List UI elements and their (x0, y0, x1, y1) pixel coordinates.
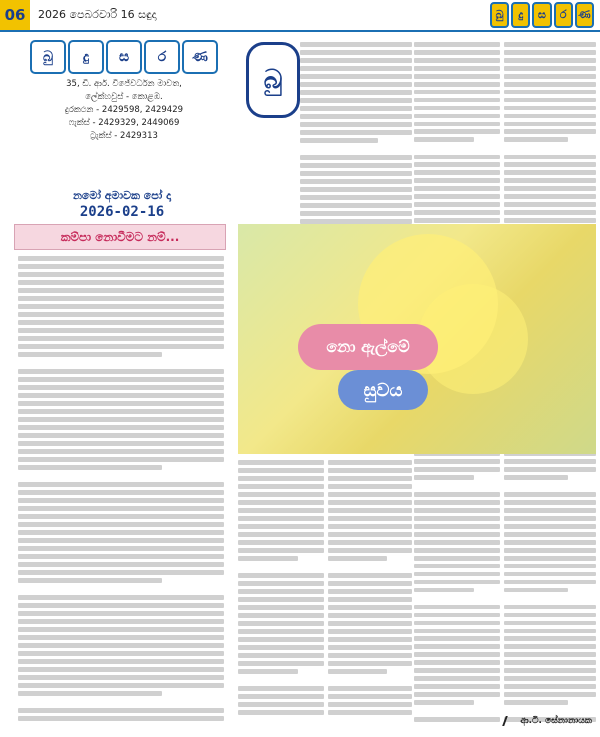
text-line (238, 597, 324, 602)
text-line (18, 409, 224, 414)
text-line (328, 540, 412, 545)
text-line (238, 484, 324, 489)
text-line (328, 508, 412, 513)
text-line (414, 467, 500, 472)
text-line (504, 170, 596, 175)
text-line (504, 58, 596, 63)
text-line (328, 629, 412, 634)
text-line (504, 668, 596, 673)
text-line (18, 465, 162, 470)
text-line (328, 516, 412, 521)
text-line (238, 516, 324, 521)
masthead-char: බු (30, 40, 66, 74)
text-line (414, 516, 500, 521)
text-line (504, 613, 596, 618)
text-line (238, 677, 324, 683)
masthead-char: ර (144, 40, 180, 74)
text-line (328, 669, 387, 674)
text-line (414, 717, 500, 722)
text-line (328, 589, 412, 594)
text-line (328, 573, 412, 578)
address-line: ලේක්හවුස් - කොළඹ. (85, 92, 163, 102)
text-line (300, 82, 412, 87)
text-line (300, 50, 412, 55)
text-line (18, 538, 224, 543)
text-line (504, 74, 596, 79)
text-line (300, 106, 412, 111)
text-line (328, 597, 412, 602)
text-line (414, 605, 500, 610)
text-line (414, 588, 474, 593)
text-line (300, 90, 412, 95)
text-line (300, 171, 412, 176)
text-line (328, 621, 412, 626)
text-line (414, 621, 500, 626)
text-line (328, 605, 412, 610)
issue-date: 2026-02-16 (79, 204, 165, 220)
text-line (504, 90, 596, 95)
article-column (328, 460, 412, 722)
publisher-address (24, 78, 224, 143)
text-line (414, 58, 500, 63)
left-column (4, 34, 234, 734)
text-line (18, 312, 224, 317)
text-line (414, 652, 500, 657)
text-line (504, 708, 596, 714)
text-line (414, 508, 500, 513)
text-line (504, 218, 596, 223)
text-line (504, 50, 596, 55)
page-number: 06 (0, 0, 30, 30)
text-line (414, 483, 500, 489)
text-line (18, 457, 224, 462)
text-line (328, 548, 412, 553)
text-line (18, 449, 224, 454)
text-line (18, 635, 224, 640)
text-line (238, 694, 324, 699)
text-line (18, 490, 224, 495)
text-line (504, 660, 596, 665)
text-line (328, 556, 387, 561)
text-line (18, 716, 224, 721)
masthead-char: ස (106, 40, 142, 74)
text-line (414, 700, 474, 705)
text-line (414, 202, 500, 207)
text-line (300, 114, 412, 119)
text-line (504, 605, 596, 610)
text-line (504, 145, 596, 151)
text-line (18, 288, 224, 293)
text-line (504, 516, 596, 521)
text-line (238, 702, 324, 707)
text-line (238, 564, 324, 570)
text-line (328, 645, 412, 650)
text-line (300, 163, 412, 168)
text-line (18, 264, 224, 269)
right-column (238, 34, 596, 734)
text-line (238, 492, 324, 497)
page-header (0, 0, 600, 32)
text-line (504, 500, 596, 505)
text-line (238, 524, 324, 529)
masthead-char: ණ (182, 40, 218, 74)
text-line (18, 506, 224, 511)
text-line (18, 611, 224, 616)
text-line (238, 476, 324, 481)
text-line (504, 524, 596, 529)
text-line (504, 178, 596, 183)
text-line (328, 476, 412, 481)
text-line (414, 129, 500, 134)
text-line (18, 360, 224, 366)
poya-name: නමෝ අමාවක පෝ දා (72, 189, 172, 202)
text-line (18, 651, 224, 656)
text-line (18, 473, 224, 479)
text-line (414, 684, 500, 689)
text-line (504, 588, 568, 593)
text-line (300, 74, 412, 79)
text-line (18, 603, 224, 608)
text-line (300, 58, 412, 63)
text-line (504, 42, 596, 47)
text-line (300, 155, 412, 160)
text-line (414, 692, 500, 697)
text-line (238, 556, 298, 561)
text-line (328, 500, 412, 505)
text-line (328, 637, 412, 642)
text-line (504, 122, 596, 127)
text-line (18, 369, 224, 374)
text-line (504, 475, 568, 480)
text-line (300, 66, 412, 71)
text-line (504, 202, 596, 207)
text-line (238, 661, 324, 666)
text-line (328, 661, 412, 666)
text-line (414, 676, 500, 681)
text-line (414, 155, 500, 160)
text-line (504, 467, 596, 472)
text-line (414, 42, 500, 47)
text-line (18, 659, 224, 664)
text-line (300, 146, 412, 152)
text-line (18, 554, 224, 559)
text-line (300, 211, 412, 216)
text-line (18, 691, 162, 696)
text-line (18, 675, 224, 680)
text-line (238, 653, 324, 658)
text-line (238, 548, 324, 553)
text-line (414, 90, 500, 95)
masthead (30, 40, 218, 74)
text-line (18, 385, 224, 390)
text-line (18, 336, 224, 341)
text-line (18, 352, 162, 357)
text-line (328, 460, 412, 465)
text-line (18, 433, 224, 438)
text-line (18, 514, 224, 519)
text-line (414, 114, 500, 119)
text-line (18, 320, 224, 325)
text-line (238, 637, 324, 642)
text-line (414, 475, 474, 480)
text-line (300, 195, 412, 200)
text-line (414, 548, 500, 553)
text-line (504, 155, 596, 160)
address-line: ට්‍රැක්ස් - 2429313 (90, 131, 158, 141)
text-line (414, 660, 500, 665)
text-line (328, 564, 412, 570)
text-line (414, 145, 500, 151)
text-line (414, 162, 500, 167)
text-line (238, 645, 324, 650)
text-line (414, 178, 500, 183)
text-line (18, 272, 224, 277)
text-line (300, 179, 412, 184)
text-line (238, 621, 324, 626)
text-line (504, 137, 568, 142)
text-line (18, 417, 224, 422)
author-name: ආ.ටී. සේනානායක (520, 716, 592, 726)
text-line (18, 377, 224, 382)
text-line (238, 589, 324, 594)
text-line (238, 460, 324, 465)
text-line (504, 162, 596, 167)
text-line (18, 498, 224, 503)
text-line (504, 106, 596, 111)
text-line (504, 596, 596, 602)
text-line (18, 328, 224, 333)
text-line (504, 483, 596, 489)
text-line (414, 194, 500, 199)
text-line (504, 629, 596, 634)
text-line (300, 130, 412, 135)
text-line (238, 710, 324, 715)
text-line (504, 129, 596, 134)
text-line (504, 210, 596, 215)
text-line (238, 573, 324, 578)
text-line (328, 613, 412, 618)
text-line (414, 218, 500, 223)
text-line (238, 686, 324, 691)
text-line (504, 548, 596, 553)
text-line (18, 570, 224, 575)
text-line (18, 401, 224, 406)
text-line (414, 572, 500, 577)
text-line (328, 581, 412, 586)
brand-char: බු (490, 2, 509, 28)
text-line (504, 540, 596, 545)
text-line (414, 613, 500, 618)
text-line (328, 702, 412, 707)
text-line (504, 492, 596, 497)
text-line (238, 629, 324, 634)
text-line (414, 708, 500, 714)
text-line (18, 586, 224, 592)
text-line (18, 530, 224, 535)
article-photo (238, 224, 596, 454)
text-line (504, 684, 596, 689)
text-line (18, 425, 224, 430)
text-line (18, 619, 224, 624)
text-line (238, 581, 324, 586)
text-line (414, 556, 500, 561)
text-line (504, 700, 568, 705)
text-line (504, 572, 596, 577)
text-line (504, 580, 596, 585)
brand-char: ර (554, 2, 573, 28)
text-line (328, 524, 412, 529)
text-line (414, 82, 500, 87)
text-line (504, 459, 596, 464)
brand-char: දු (511, 2, 530, 28)
quill-icon (503, 716, 519, 726)
text-line (504, 508, 596, 513)
text-line (414, 459, 500, 464)
text-line (18, 344, 224, 349)
text-line (414, 636, 500, 641)
text-line (328, 710, 412, 715)
text-line (504, 621, 596, 626)
text-line (18, 683, 224, 688)
text-line (504, 692, 596, 697)
text-line (504, 66, 596, 71)
text-line (18, 699, 224, 705)
text-line (414, 596, 500, 602)
text-line (504, 194, 596, 199)
text-line (504, 676, 596, 681)
article-subtitle: සුවය (338, 370, 428, 410)
text-line (18, 595, 224, 600)
text-line (414, 668, 500, 673)
text-line (300, 42, 412, 47)
text-line (18, 667, 224, 672)
text-line (18, 441, 224, 446)
text-line (504, 564, 596, 569)
header-brand (490, 2, 594, 28)
text-line (238, 540, 324, 545)
text-line (18, 482, 224, 487)
brand-char: ණ (575, 2, 594, 28)
text-line (414, 50, 500, 55)
text-line (414, 170, 500, 175)
article-column (238, 460, 324, 722)
text-line (18, 256, 224, 261)
text-line (18, 708, 224, 713)
drop-cap: බු (246, 42, 300, 118)
text-line (238, 669, 298, 674)
text-line (414, 540, 500, 545)
editorial-body (18, 256, 224, 726)
header-date: 2026 පෙබරවාරි 16 සඳුදා (38, 8, 157, 21)
text-line (300, 203, 412, 208)
text-line (300, 219, 412, 224)
intro-text (300, 42, 412, 254)
text-line (328, 677, 412, 683)
text-line (504, 114, 596, 119)
text-line (238, 605, 324, 610)
text-line (300, 122, 412, 127)
text-line (18, 280, 224, 285)
author-byline (504, 716, 592, 726)
text-line (18, 393, 224, 398)
text-line (414, 492, 500, 497)
text-line (504, 532, 596, 537)
text-line (414, 137, 474, 142)
text-line (18, 546, 224, 551)
text-line (238, 613, 324, 618)
text-line (18, 578, 162, 583)
text-line (238, 468, 324, 473)
text-line (18, 627, 224, 632)
text-line (328, 653, 412, 658)
article-title: නො ඇල්මේ (298, 324, 438, 370)
text-line (414, 629, 500, 634)
text-line (504, 186, 596, 191)
text-line (18, 522, 224, 527)
text-line (328, 468, 412, 473)
address-line: දුරකථන - 2429598, 2429429 (64, 105, 184, 115)
text-line (300, 98, 412, 103)
text-line (18, 304, 224, 309)
text-line (300, 187, 412, 192)
text-line (414, 580, 500, 585)
text-line (504, 636, 596, 641)
text-line (414, 500, 500, 505)
address-line: ෆැක්ස් - 2429329, 2449069 (68, 118, 180, 128)
text-line (504, 556, 596, 561)
text-line (504, 644, 596, 649)
editorial-banner: කම්පා නොවීමට නම්... (14, 224, 226, 250)
text-line (300, 138, 378, 143)
brand-char: ස (532, 2, 551, 28)
text-line (328, 532, 412, 537)
text-line (18, 643, 224, 648)
text-line (238, 508, 324, 513)
text-line (414, 106, 500, 111)
text-line (238, 500, 324, 505)
text-line (414, 74, 500, 79)
text-line (414, 66, 500, 71)
text-line (414, 186, 500, 191)
text-line (414, 98, 500, 103)
text-line (328, 492, 412, 497)
text-line (328, 484, 412, 489)
text-line (414, 532, 500, 537)
text-line (328, 694, 412, 699)
masthead-char: දු (68, 40, 104, 74)
text-line (328, 686, 412, 691)
text-line (414, 210, 500, 215)
text-line (504, 652, 596, 657)
text-line (18, 562, 224, 567)
text-line (414, 644, 500, 649)
text-line (414, 564, 500, 569)
address-line: 35, ඩී. ආර්. විජේවර්ධන මාවත, (66, 79, 182, 89)
text-line (414, 122, 500, 127)
text-line (238, 532, 324, 537)
text-line (504, 82, 596, 87)
text-line (504, 98, 596, 103)
text-line (414, 524, 500, 529)
text-line (18, 296, 224, 301)
